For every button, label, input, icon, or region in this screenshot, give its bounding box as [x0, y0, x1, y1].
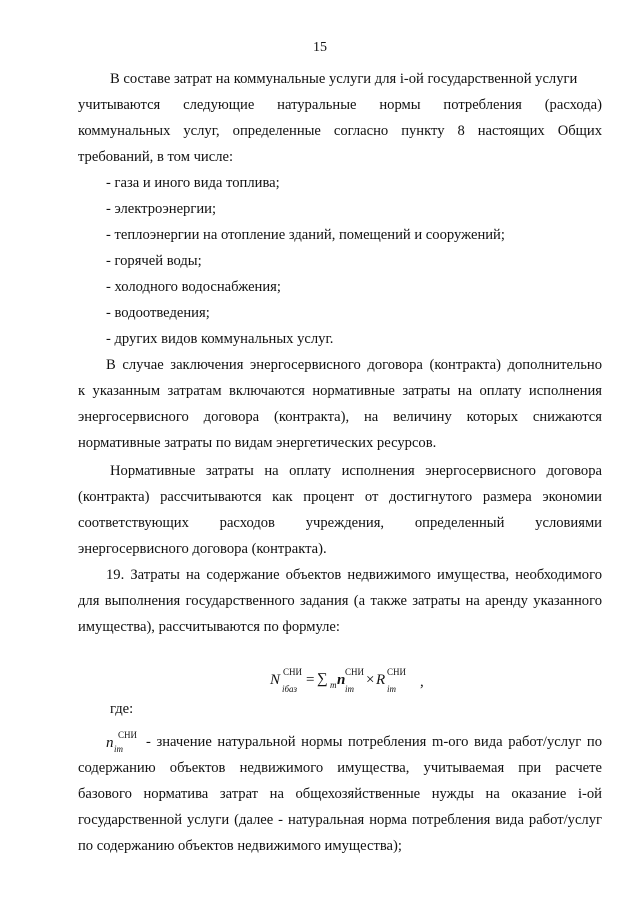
paragraph-line: требований, в том числе:: [78, 149, 234, 165]
list-item: - теплоэнергии на отопление зданий, помещений и сооружений;: [106, 227, 505, 243]
formula-N-sup: СНИ: [283, 667, 303, 677]
paragraph-line: энергосервисного договора (контракта), на величину которых снижаются: [78, 409, 602, 425]
formula-N: N: [270, 672, 281, 688]
formula-sum-sub: m: [330, 680, 337, 690]
paragraph-line: содержанию объектов недвижимого имущества, учитываемая при расчете: [78, 760, 602, 776]
formula-R-sub: im: [387, 684, 396, 694]
formula: [270, 664, 430, 694]
list-item: - электроэнергии;: [106, 201, 217, 217]
list-item: - горячей воды;: [106, 253, 202, 269]
paragraph-line: по содержанию объектов недвижимого имущества);: [78, 838, 402, 854]
paragraph-line: Нормативные затраты на оплату исполнения энергосервисного договора: [110, 463, 602, 479]
paragraph-line: энергосервисного договора (контракта).: [78, 541, 327, 557]
paragraph-line: коммунальных услуг, определенные согласно пункту 8 настоящих Общих: [78, 123, 602, 139]
page-number: 15: [313, 40, 327, 55]
formula-times: ×: [366, 672, 375, 688]
formula-n-sup: СНИ: [345, 667, 365, 677]
paragraph-line: базового норматива затрат на общехозяйственные нужды на оказание i-ой: [78, 786, 602, 802]
paragraph-line: нормативные затраты по видам энергетических ресурсов.: [78, 435, 437, 451]
formula-N-sub: iбаз: [282, 684, 298, 694]
list-item: - холодного водоснабжения;: [106, 279, 281, 295]
paragraph-line: имущества), рассчитываются по формуле:: [78, 619, 340, 635]
symbol-n-letter: n: [106, 735, 114, 751]
formula-comma: ,: [420, 674, 424, 690]
formula-n: n: [337, 672, 346, 688]
paragraph-line: для выполнения государственного задания (а также затраты на аренду указанного: [78, 593, 602, 609]
paragraph-line: к указанным затратам включаются нормативные затраты на оплату исполнения: [78, 383, 602, 399]
symbol-n: [106, 730, 144, 756]
where-label: где:: [110, 701, 134, 717]
formula-R: R: [376, 672, 386, 688]
paragraph-line: соответствующих расходов учреждения, определенный условиями: [78, 515, 602, 531]
paragraph-line: учитываются следующие натуральные нормы потребления (расхода): [78, 97, 602, 113]
list-item: - других видов коммунальных услуг.: [106, 331, 334, 347]
formula-R-sup: СНИ: [387, 667, 407, 677]
paragraph-line: государственной услуги (далее - натуральная норма потребления вида работ/услуг: [78, 812, 602, 828]
formula-sum: ∑: [317, 671, 328, 687]
formula-n-sub: im: [345, 684, 354, 694]
paragraph-line: В случае заключения энергосервисного договора (контракта) дополнительно: [106, 357, 602, 373]
symbol-n-sup: СНИ: [118, 730, 138, 740]
list-item: - водоотведения;: [106, 305, 210, 321]
formula-eq: =: [306, 672, 315, 688]
paragraph-line: 19. Затраты на содержание объектов недвижимого имущества, необходимого: [106, 567, 602, 583]
paragraph-line: - значение натуральной нормы потребления m-ого вида работ/услуг по: [146, 734, 602, 750]
paragraph-line: В составе затрат на коммунальные услуги для i-ой государственной услуги: [110, 71, 578, 87]
paragraph-line: (контракта) рассчитываются как процент от достигнутого размера экономии: [78, 489, 602, 505]
list-item: - газа и иного вида топлива;: [106, 175, 280, 191]
symbol-n-sub: im: [114, 744, 123, 754]
